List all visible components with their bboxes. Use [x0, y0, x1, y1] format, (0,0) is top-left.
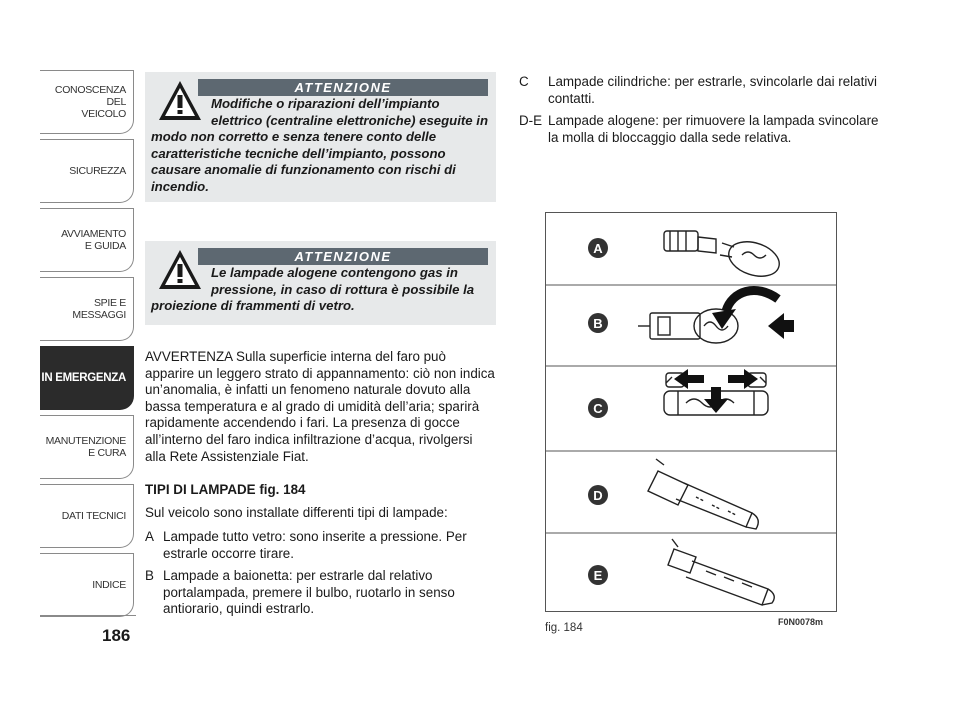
list-letter: A — [145, 529, 154, 544]
tab-label: AVVIAMENTO — [61, 228, 126, 240]
tab-label: CONOSCENZA — [54, 84, 126, 96]
warning-triangle-icon — [157, 247, 203, 293]
tab-label: INDICE — [92, 579, 126, 591]
list-item — [519, 113, 879, 146]
lamp-e-halogen-bulb-icon — [668, 539, 774, 605]
figure-label-c — [588, 398, 608, 418]
list-text: Lampade tutto vetro: sono inserite a pressione. Per estrarle occorre tirare. — [163, 529, 467, 561]
lamp-types-figure — [545, 212, 837, 612]
warning-triangle-icon — [157, 78, 203, 124]
list-letter: B — [145, 568, 154, 584]
push-arrow-icon — [768, 313, 794, 339]
list-text: Lampade a baionetta: per estrarle dal relativo portalampada, premere il bulbo, ruotarlo in senso antiorario, quindi estrarlo. — [163, 568, 455, 617]
figure-label-text: B — [593, 316, 603, 331]
tab-label: SICUREZZA — [69, 165, 126, 177]
lamp-illustration — [546, 213, 836, 611]
figure-label-text: A — [593, 241, 603, 256]
lamp-d-halogen-bulb-icon — [648, 459, 758, 529]
tab-indice[interactable] — [40, 553, 134, 617]
warning-box-electrical — [145, 72, 496, 202]
lamp-list-left — [145, 529, 495, 618]
tab-label: MESSAGGI — [72, 309, 126, 321]
list-letter: C — [519, 74, 529, 89]
warning-box-halogen — [145, 241, 496, 325]
tab-sicurezza[interactable] — [40, 139, 134, 203]
tab-label: MANUTENZIONE — [45, 435, 126, 447]
figure-label-text: C — [593, 401, 603, 416]
warning-text: Le lampade alogene contengono gas in pressione, in caso di rottura è possibile la proiezione di frammenti di vetro. — [151, 265, 475, 313]
figure-label-e — [588, 565, 608, 585]
tab-label: E GUIDA — [84, 240, 126, 252]
rotate-arrow-icon — [726, 290, 778, 311]
list-letter: D-E — [519, 113, 543, 129]
figure-label-a — [588, 238, 608, 258]
tab-label: VEICOLO — [81, 108, 126, 120]
tab-label: E CURA — [88, 447, 126, 459]
figure-caption: fig. 184 — [545, 622, 583, 634]
lamp-list-right — [519, 74, 879, 146]
warning-header: ATTENZIONE — [198, 248, 488, 265]
tab-conoscenza-del-veicolo[interactable] — [40, 70, 134, 134]
warning-text: Modifiche o riparazioni dell’impianto elettrico (centraline elettroniche) eseguite in modo non corretto e senza tenere conto delle caratteristiche tecniche dell’impianto, possono causare anomalie di funzionamento con rischi di incendio. — [151, 96, 489, 194]
figure-label-b — [588, 313, 608, 333]
figure-label-text: D — [593, 488, 603, 503]
section-heading: TIPI DI LAMPADE fig. 184 — [145, 482, 306, 497]
tab-label: SPIE E — [93, 297, 126, 309]
tab-label: DATI TECNICI — [61, 510, 126, 522]
list-item — [519, 74, 879, 107]
list-item — [145, 568, 495, 618]
tab-in-emergenza[interactable] — [40, 346, 134, 410]
avvertenza-paragraph: AVVERTENZA Sulla superficie interna del faro può apparire un leggero strato di appannamento: ciò non indica un’anomalia, è infatti un fenomeno naturale dovuto alla bassa temperatura e al grado di umidità dell’aria; sparirà rapidamente accendendo i fari. La presenza di gocce all’interno del faro indica infiltrazione d’acqua, rivolgersi alla Rete Assistenziale Fiat. — [145, 349, 495, 464]
list-text: Lampade alogene: per rimuovere la lampada svincolare la molla di bloccaggio dalla sede relativa. — [548, 113, 879, 145]
tab-spie-e-messaggi[interactable] — [40, 277, 134, 341]
tab-avviamento-e-guida[interactable] — [40, 208, 134, 272]
page-number: 186 — [102, 626, 131, 645]
page-number-divider — [40, 615, 136, 616]
tab-label: DEL — [106, 96, 126, 108]
lamp-a-wedge-bulb-icon — [664, 231, 784, 282]
figure-label-text: E — [593, 568, 603, 583]
intro-text: Sul veicolo sono installate differenti tipi di lampade: — [145, 505, 448, 520]
list-item — [145, 529, 495, 562]
arrow-right-icon — [728, 369, 758, 389]
tab-dati-tecnici[interactable] — [40, 484, 134, 548]
list-text: Lampade cilindriche: per estrarle, svincolarle dai relativi contatti. — [548, 74, 877, 106]
tab-label: IN EMERGENZA — [41, 372, 126, 384]
figure-label-d — [588, 485, 608, 505]
tab-manutenzione-e-cura[interactable] — [40, 415, 134, 479]
figure-code: F0N0078m — [778, 617, 824, 627]
arrow-left-icon — [674, 369, 704, 389]
warning-header: ATTENZIONE — [198, 79, 488, 96]
